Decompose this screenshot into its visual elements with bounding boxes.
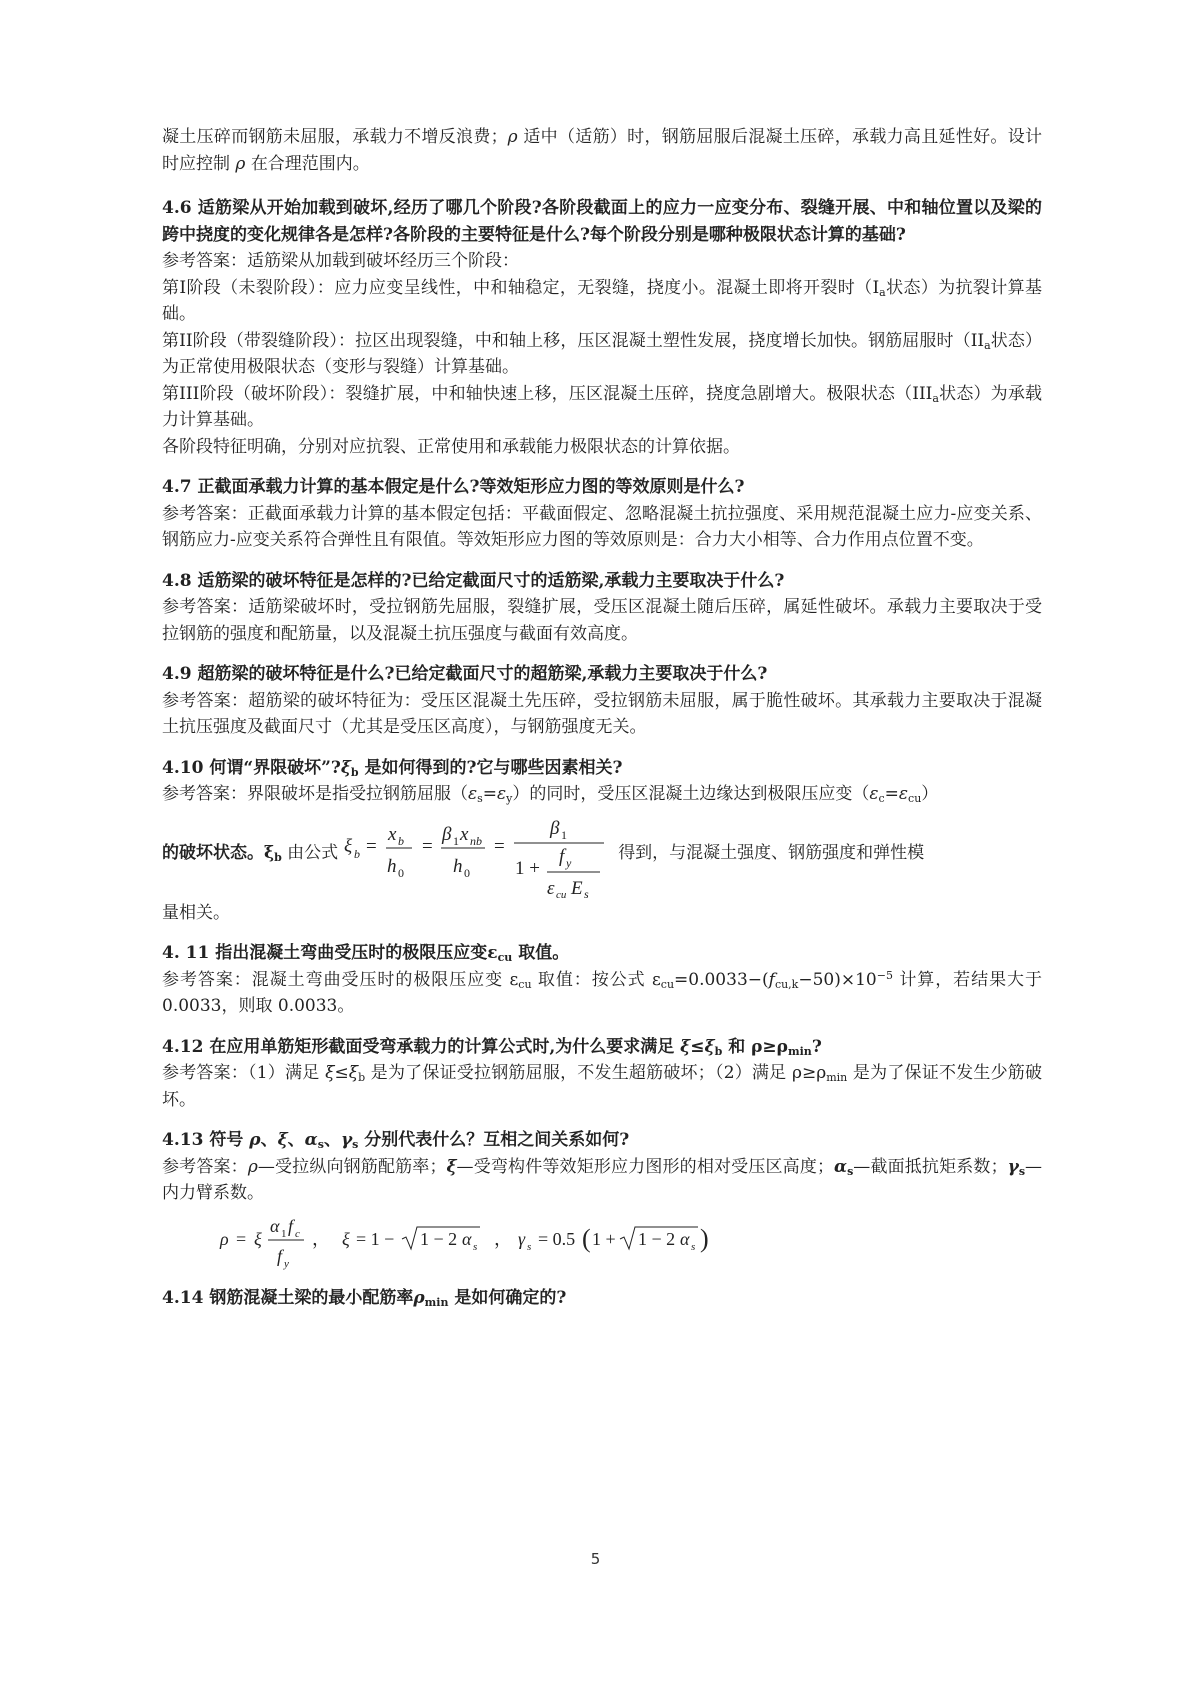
question-4-11-title: 4. 11 指出混凝土弯曲受压时的极限压应变$\varepsilon_{cu}$ 取值。: [162, 943, 570, 964]
svg-text:cu: cu: [556, 888, 567, 900]
svg-text:，: ，: [312, 1228, 330, 1249]
svg-text:y: y: [284, 1257, 289, 1270]
answer-4-7: 参考答案：正截面承载力计算的基本假定包括：平截面假定、忽略混凝土抗拉强度、采用规范混凝土应力-应变关系、钢筋应力-应变关系符合弹性且有限值。等效矩形应力图的等效原则是：合力大小相等、合力作用点位置不变。: [162, 503, 1042, 550]
svg-text:(: (: [582, 1223, 591, 1253]
svg-text:1: 1: [453, 833, 460, 848]
svg-text:= 1 −: = 1 −: [356, 1228, 395, 1249]
svg-text:1 − 2: 1 − 2: [420, 1228, 458, 1249]
svg-text:=: =: [236, 1228, 247, 1249]
answer-4-13: 参考答案：ρ—受拉纵向钢筋配筋率；ξ—受弯构件等效矩形应力图形的相对受压区高度；$\alpha_s—$截面抵抗矩系数；$\gamma_s—$内力臂系数。: [162, 1156, 1043, 1203]
rho-xi-formula: [218, 1207, 338, 1271]
svg-text:h: h: [387, 855, 397, 877]
answer-4-6-stage-2: 第II阶段（带裂缝阶段）：拉区出现裂缝，中和轴上移，压区混凝土塑性发展，挠度增长加快。钢筋屈服时（$II_a$状态）为正常使用极限状态（变形与裂缝）计算基础。: [162, 330, 1043, 377]
svg-text:): ): [700, 1223, 709, 1253]
svg-text:f: f: [277, 1245, 283, 1266]
answer-4-6-stage-3: 第III阶段（破坏阶段）：裂缝扩展，中和轴快速上移，压区混凝土压碎，挠度急剧增大。极限状态（$III_a$状态）为承载力计算基础。: [162, 383, 1043, 430]
answer-4-6-stage-1: 第I阶段（未裂阶段）：应力应变呈线性，中和轴稳定，无裂缝，挠度小。混凝土即将开裂时（$I_a$状态）为抗裂计算基础。: [162, 277, 1042, 324]
svg-text:= 0.5: = 0.5: [538, 1228, 576, 1249]
xi-b-formula: [342, 808, 612, 900]
svg-text:E: E: [571, 877, 583, 899]
svg-text:1: 1: [281, 1227, 287, 1240]
formula-explanation: 得到，与混凝土强度、钢筋强度和弹性模: [618, 843, 925, 864]
question-4-14-title: 4.14 钢筋混凝土梁的最小配筋率$\rho_{min}$ 是如何确定的?: [162, 1287, 567, 1309]
svg-text:，: ，: [494, 1228, 512, 1249]
svg-text:y: y: [566, 855, 572, 870]
question-4-7-title: 4.7 正截面承载力计算的基本假定是什么?等效矩形应力图的等效原则是什么?: [162, 477, 745, 497]
answer-4-6-summary: 各阶段特征明确，分别对应抗裂、正常使用和承载能力极限状态的计算依据。: [162, 436, 740, 457]
svg-text:b: b: [398, 833, 405, 848]
svg-text:=: =: [494, 835, 505, 857]
answer-4-11: 参考答案：混凝土弯曲受压时的极限压应变 $\varepsilon_{cu}$ 取值：按公式 $\varepsilon_{cu}=0.0033-(f_{cu,k}-50)\times 10^{-5}$ 计算，若结果大于 0.0033，则取 0.0033。: [162, 968, 1042, 1016]
svg-text:=: =: [366, 835, 377, 857]
svg-text:x: x: [388, 823, 397, 845]
answer-4-10-line-1: 参考答案：界限破坏是指受拉钢筋屈服$(\varepsilon_s=\varepsilon_y)$的同时，受压区混凝土边缘达到极限压应变$(\varepsilon_c=\varepsilon_{cu})$: [162, 784, 939, 805]
svg-text:α: α: [462, 1228, 472, 1249]
svg-text:f: f: [288, 1215, 294, 1236]
answer-4-12: 参考答案：（1）满足 $\xi\le\xi_b$ 是为了保证受拉钢筋屈服，不发生超筋破坏；（2）满足 $\rho\ge\rho_{min}$ 是为了保证不发生少筋破坏。: [162, 1063, 1043, 1110]
svg-text:α: α: [680, 1228, 690, 1249]
question-4-10-title: 4.10 何谓“界限破坏$”?\xi_b$ 是如何得到的?它与哪些因素相关?: [162, 757, 623, 779]
svg-text:0: 0: [464, 865, 471, 880]
relations-formula-line: [218, 1207, 1042, 1271]
svg-text:0: 0: [398, 865, 405, 880]
answer-4-9: 参考答案：超筋梁的破坏特征为：受压区混凝土先压碎，受拉钢筋未屈服，属于脆性破坏。其承载力主要取决于混凝土抗压强度及截面尺寸（尤其是受压区高度），与钢筋强度无关。: [162, 690, 1042, 737]
svg-text:ξ: ξ: [342, 1228, 350, 1249]
svg-text:ρ: ρ: [220, 1228, 229, 1249]
svg-text:s: s: [584, 886, 589, 900]
svg-text:s: s: [691, 1240, 696, 1253]
svg-text:β: β: [442, 823, 452, 845]
svg-text:1 +: 1 +: [592, 1228, 616, 1249]
svg-text:s: s: [527, 1240, 532, 1253]
question-4-12-title: 4.12 在应用单筋矩形截面受弯承载力的计算公式时,为什么要求满足 $\xi\le\xi_b$ 和 $\rho\ge\rho_{min}$?: [162, 1036, 822, 1058]
svg-text:ξ: ξ: [254, 1228, 262, 1249]
xi-b-formula-line: [162, 808, 1042, 900]
svg-text:f: f: [559, 845, 565, 867]
svg-text:s: s: [473, 1240, 478, 1253]
question-4-9-title: 4.9 超筋梁的破坏特征是什么?已给定截面尺寸的超筋梁,承载力主要取决于什么?: [162, 664, 768, 684]
svg-text:nb: nb: [470, 833, 483, 848]
svg-text:h: h: [453, 855, 463, 877]
document-page: [162, 124, 1042, 1311]
svg-text:c: c: [295, 1227, 300, 1240]
question-4-6-title: 4.6 适筋梁从开始加载到破坏,经历了哪几个阶段?各阶段截面上的应力一应变分布、裂缝开展、中和轴位置以及梁的跨中挠度的变化规律各是怎样?各阶段的主要特征是什么?每个阶段分别是哪种极限状态计算的基础?: [162, 198, 1042, 245]
svg-text:1 − 2: 1 − 2: [638, 1228, 676, 1249]
question-4-13-title: 4.13 符号 ρ、ξ、$\alpha_s$、$\gamma_s$ 分别代表什么？互相之间关系如何?: [162, 1130, 630, 1151]
svg-text:β: β: [550, 817, 560, 839]
svg-text:1 +: 1 +: [515, 857, 541, 879]
svg-text:ε: ε: [547, 877, 555, 899]
svg-text:x: x: [460, 823, 469, 845]
formula-intro: 的破坏状态。$\xi_b$ 由公式: [162, 843, 339, 865]
page-number: 5: [590, 1550, 601, 1568]
answer-4-8: 参考答案：适筋梁破坏时，受拉钢筋先屈服，裂缝扩展，受压区混凝土随后压碎，属延性破坏。承载力主要取决于受拉钢筋的强度和配筋量，以及混凝土抗压强度与截面有效高度。: [162, 597, 1042, 644]
xi-alpha-formula: [338, 1207, 488, 1271]
question-4-8-title: 4.8 适筋梁的破坏特征是怎样的?已给定截面尺寸的适筋梁,承载力主要取决于什么?: [162, 570, 785, 591]
svg-text:γ: γ: [518, 1228, 526, 1249]
svg-text:ξ: ξ: [344, 835, 353, 857]
svg-text:α: α: [270, 1215, 280, 1236]
svg-text:b: b: [354, 846, 361, 861]
answer-4-6-line-1: 参考答案：适筋梁从加载到破坏经历三个阶段：: [162, 251, 519, 271]
svg-text:1: 1: [561, 827, 568, 842]
gamma-alpha-formula: [488, 1207, 718, 1271]
svg-text:=: =: [422, 835, 433, 857]
paragraph-continuation: 凝土压碎而钢筋未屈服，承载力不增反浪费；ρ 适中（适筋）时，钢筋屈服后混凝土压碎，承载力高且延性好。设计时应控制 ρ 在合理范围内。: [162, 127, 1043, 174]
answer-4-10-last: 量相关。: [162, 902, 230, 923]
